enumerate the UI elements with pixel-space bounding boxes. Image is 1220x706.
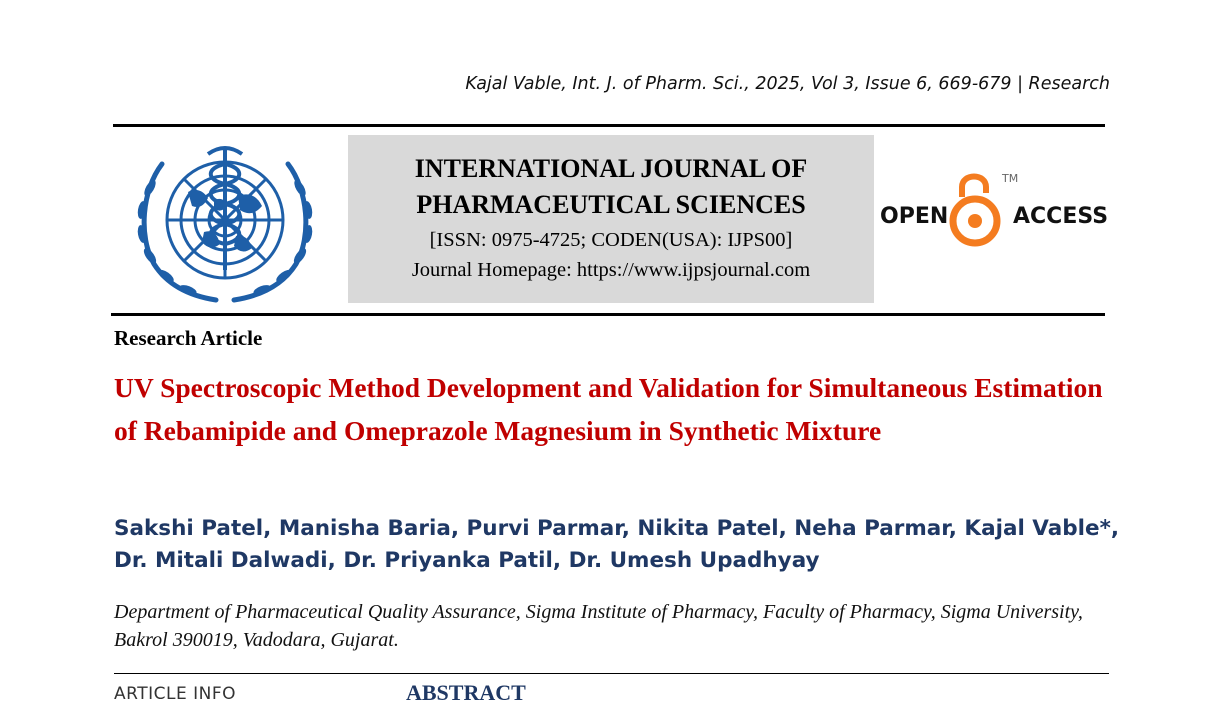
open-access-logo <box>880 165 1112 255</box>
journal-issn: [ISSN: 0975-4725; CODEN(USA): IJPS00] <box>429 229 793 251</box>
open-access-open-text: OPEN <box>880 204 949 229</box>
article-title: UV Spectroscopic Method Development and Validation for Simultaneous Estimation of Rebamipide and Omeprazole Magnesium in Synthetic Mixture <box>114 372 1103 446</box>
header-rule-top <box>113 124 1105 127</box>
open-lock-keyhole <box>968 214 982 228</box>
article-type: Research Article <box>114 326 263 350</box>
journal-title-line2: PHARMACEUTICAL SCIENCES <box>416 190 806 219</box>
header-rule-bottom <box>111 313 1105 316</box>
abstract-heading: ABSTRACT <box>406 680 526 705</box>
journal-homepage[interactable]: Journal Homepage: https://www.ijpsjournal.com <box>411 259 811 281</box>
section-divider <box>114 673 1109 674</box>
article-authors: Sakshi Patel, Manisha Baria, Purvi Parmar, Nikita Patel, Neha Parmar, Kajal Vable*, Dr. Mitali Dalwadi, Dr. Priyanka Patil, Dr. Umesh Upadhyay <box>114 516 1120 573</box>
running-head: Kajal Vable, Int. J. of Pharm. Sci., 2025, Vol 3, Issue 6, 669-679 | Research <box>465 74 1110 94</box>
open-access-trademark: TM <box>1002 172 1019 185</box>
journal-title-box <box>348 135 874 303</box>
open-access-access-text: ACCESS <box>1013 204 1109 229</box>
journal-emblem-logo <box>128 140 322 304</box>
open-lock-icon <box>962 177 986 198</box>
journal-title-line1: INTERNATIONAL JOURNAL OF <box>414 154 808 183</box>
article-info-heading: ARTICLE INFO <box>114 684 236 704</box>
author-affiliation: Department of Pharmaceutical Quality Assurance, Sigma Institute of Pharmacy, Faculty of Pharmacy, Sigma University, Bakrol 390019, Vadodara, Gujarat. <box>114 601 1083 651</box>
